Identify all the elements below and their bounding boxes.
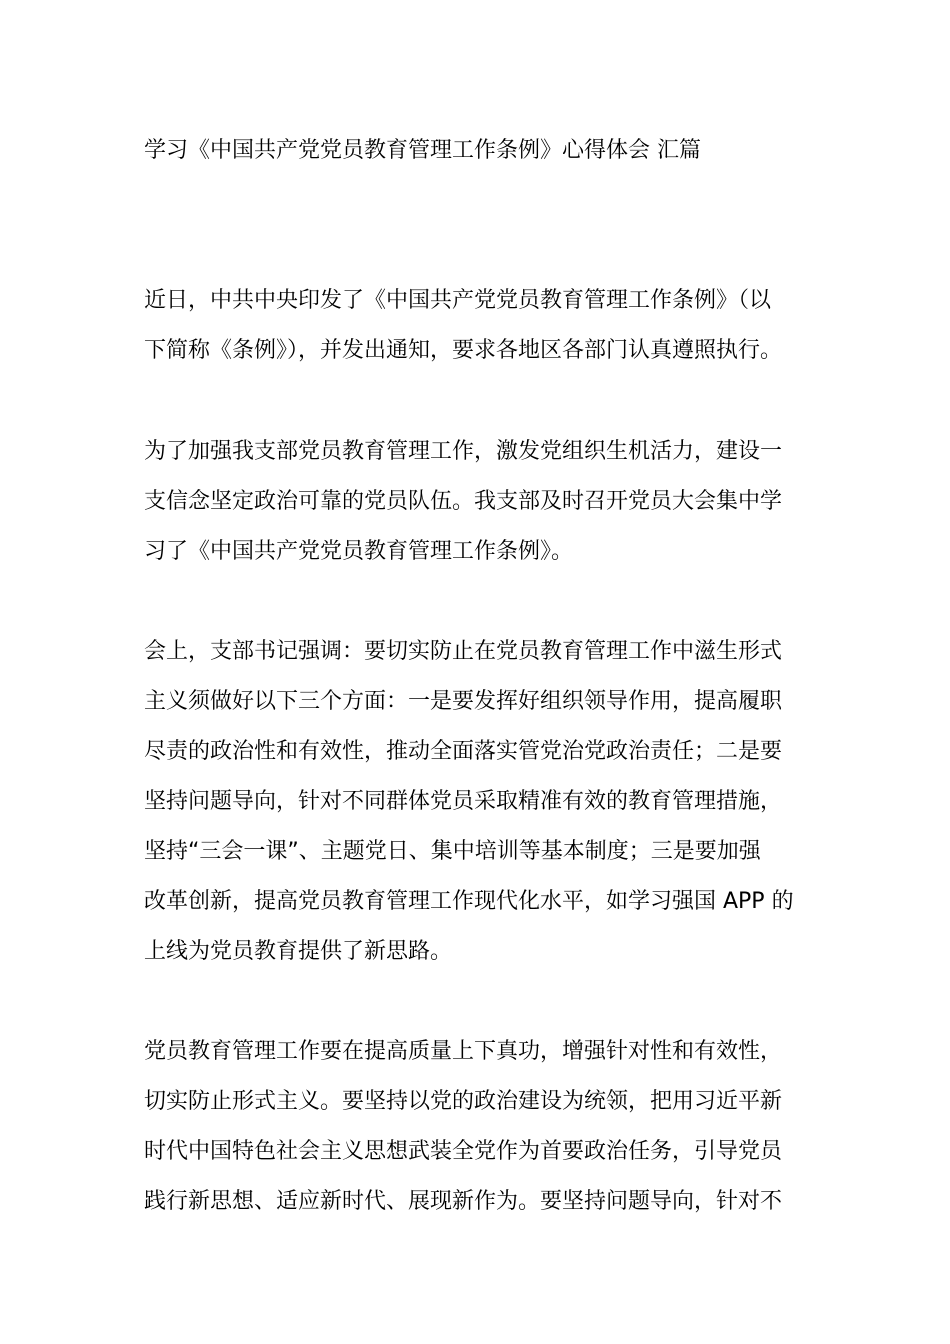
paragraph-line: 近日，中共中央印发了《中国共产党党员教育管理工作条例》（以	[144, 288, 772, 313]
document-title: 学习《中国共产党党员教育管理工作条例》心得体会 汇篇	[144, 138, 701, 163]
paragraph-quality-focus	[144, 1027, 814, 1227]
paragraph-line: 坚持问题导向，针对不同群体党员采取精准有效的教育管理措施，	[144, 789, 783, 814]
paragraph-line: 党员教育管理工作要在提高质量上下真功，增强针对性和有效性，	[144, 1039, 783, 1064]
paragraph-line: 支信念坚定政治可靠的党员队伍。我支部及时召开党员大会集中学	[144, 489, 783, 514]
paragraph-announcement	[144, 276, 814, 376]
paragraph-line: 会上，支部书记强调：要切实防止在党员教育管理工作中滋生形式	[144, 639, 783, 664]
paragraph-line: 上线为党员教育提供了新思路。	[144, 939, 453, 964]
paragraph-line: 坚持“三会一课”、主题党日、集中培训等基本制度；三是要加强	[144, 839, 761, 864]
paragraph-branch-study	[144, 427, 814, 577]
paragraph-line: 主义须做好以下三个方面：一是要发挥好组织领导作用，提高履职	[144, 689, 783, 714]
paragraph-line: 改革创新，提高党员教育管理工作现代化水平，如学习强国 APP 的	[144, 889, 794, 914]
paragraph-line: 切实防止形式主义。要坚持以党的政治建设为统领，把用习近平新	[144, 1089, 783, 1114]
paragraph-meeting-points	[144, 627, 814, 977]
paragraph-line: 为了加强我支部党员教育管理工作，激发党组织生机活力，建设一	[144, 439, 783, 464]
paragraph-line: 下简称《条例》），并发出通知，要求各地区各部门认真遵照执行。	[144, 338, 783, 363]
paragraph-line: 践行新思想、适应新时代、展现新作为。要坚持问题导向，针对不	[144, 1189, 783, 1214]
paragraph-line: 时代中国特色社会主义思想武装全党作为首要政治任务，引导党员	[144, 1139, 783, 1164]
paragraph-line: 尽责的政治性和有效性，推动全面落实管党治党政治责任；二是要	[144, 739, 783, 764]
paragraph-line: 习了《中国共产党党员教育管理工作条例》。	[144, 539, 574, 564]
